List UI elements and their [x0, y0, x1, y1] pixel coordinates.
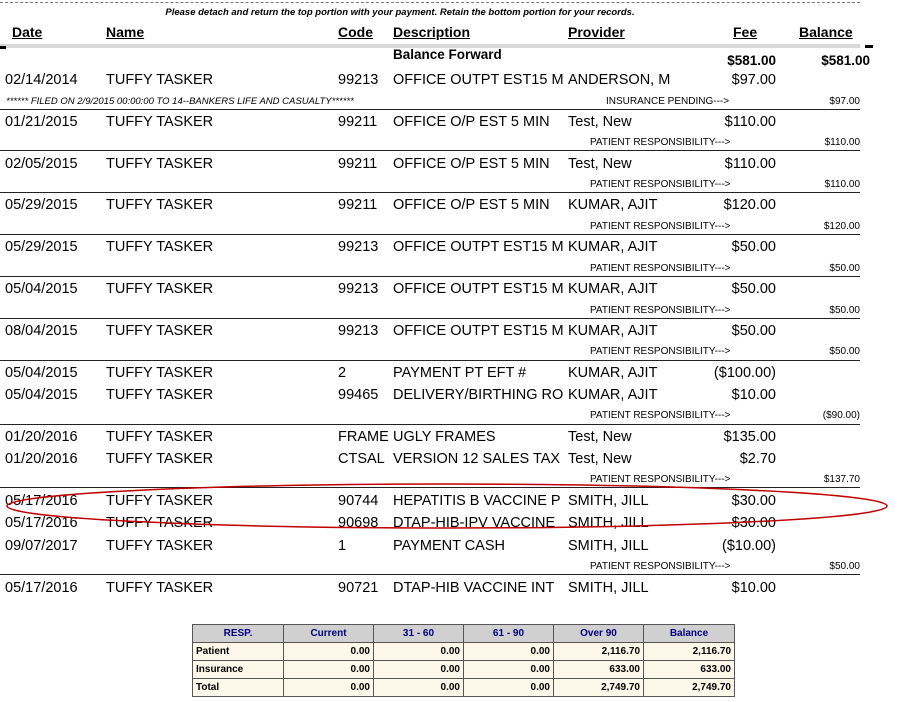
col-balance: Balance: [799, 24, 853, 40]
row-date: 05/17/2016: [5, 493, 78, 509]
detach-notice: Please detach and return the top portion with your payment. Retain the bottom portion for your records.: [165, 7, 635, 18]
balance-forward-balance: $581.00: [821, 53, 870, 68]
row-name: TUFFY TASKER: [106, 281, 214, 297]
row-fee: ($10.00): [721, 538, 776, 554]
col-date: Date: [12, 24, 43, 40]
resp-label: PATIENT RESPONSIBILITY--->: [590, 561, 731, 572]
aging-header: 31 - 60: [374, 625, 464, 643]
aging-61-90: 0.00: [464, 679, 554, 697]
row-divider: [0, 424, 860, 425]
row-description: DTAP-HIB-IPV VACCINE: [393, 515, 556, 531]
row-divider: [0, 574, 860, 575]
col-description: Description: [393, 24, 471, 40]
row-provider: KUMAR, AJIT: [568, 197, 658, 213]
row-description: UGLY FRAMES: [393, 429, 496, 445]
aging-label: Patient: [193, 643, 284, 661]
aging-summary-table: [192, 624, 735, 697]
row-code: 99213: [338, 72, 379, 88]
row-provider: KUMAR, AJIT: [568, 323, 658, 339]
aging-row-patient: [193, 643, 735, 661]
filed-note: ****** FILED ON 2/9/2015 00:00:00 TO 14--BANKERS LIFE AND CASUALTY******: [6, 96, 354, 107]
aging-balance: 633.00: [644, 661, 735, 679]
resp-amount: ($90.00): [822, 410, 860, 421]
row-divider: [0, 150, 860, 151]
balance-forward-label: Balance Forward: [393, 47, 502, 62]
row-name: TUFFY TASKER: [106, 114, 214, 130]
row-fee: $30.00: [731, 493, 776, 509]
row-date: 02/05/2015: [5, 156, 78, 172]
aging-balance: 2,749.70: [644, 679, 735, 697]
row-date: 01/20/2016: [5, 451, 78, 467]
resp-amount: $120.00: [823, 221, 860, 232]
aging-balance: 2,116.70: [644, 643, 735, 661]
row-divider: [0, 276, 860, 277]
row-provider: SMITH, JILL: [568, 493, 649, 509]
row-name: TUFFY TASKER: [106, 515, 214, 531]
row-divider: [0, 360, 860, 361]
row-fee: $10.00: [731, 387, 776, 403]
row-date: 08/04/2015: [5, 323, 78, 339]
resp-label: PATIENT RESPONSIBILITY--->: [590, 137, 731, 148]
row-description: OFFICE O/P EST 5 MIN: [393, 156, 550, 172]
row-name: TUFFY TASKER: [106, 538, 214, 554]
col-fee: Fee: [733, 24, 758, 40]
resp-amount: $97.00: [829, 96, 860, 107]
aging-header-row: [193, 625, 735, 643]
row-code: 99211: [338, 197, 378, 213]
row-description: PAYMENT PT EFT #: [393, 365, 527, 381]
aging-31-60: 0.00: [374, 679, 464, 697]
row-description: OFFICE OUTPT EST15 M: [393, 72, 564, 88]
row-provider: Test, New: [568, 114, 632, 130]
row-description: OFFICE OUTPT EST15 M: [393, 239, 564, 255]
row-fee: $30.00: [731, 515, 776, 531]
row-code: CTSAL: [338, 451, 385, 467]
column-header: [0, 22, 880, 44]
row-provider: SMITH, JILL: [568, 515, 649, 531]
resp-amount: $50.00: [829, 305, 860, 316]
row-name: TUFFY TASKER: [106, 451, 214, 467]
resp-label: PATIENT RESPONSIBILITY--->: [590, 410, 731, 421]
row-code: 99213: [338, 281, 379, 297]
row-name: TUFFY TASKER: [106, 239, 214, 255]
row-date: 05/17/2016: [5, 515, 78, 531]
row-date: 05/29/2015: [5, 239, 78, 255]
row-description: OFFICE O/P EST 5 MIN: [393, 114, 550, 130]
col-name: Name: [106, 24, 145, 40]
row-description: OFFICE OUTPT EST15 M: [393, 281, 564, 297]
aging-header: RESP.: [193, 625, 284, 643]
row-description: DELIVERY/BIRTHING RO: [393, 387, 564, 403]
row-provider: Test, New: [568, 429, 632, 445]
row-date: 05/17/2016: [5, 580, 78, 596]
aging-row-insurance: [193, 661, 735, 679]
row-description: HEPATITIS B VACCINE P: [393, 493, 561, 509]
row-fee: $50.00: [731, 281, 776, 297]
header-tick-right: [865, 45, 873, 48]
resp-label: PATIENT RESPONSIBILITY--->: [590, 221, 731, 232]
row-fee: $10.00: [731, 580, 776, 596]
resp-label: PATIENT RESPONSIBILITY--->: [590, 263, 731, 274]
row-code: 99213: [338, 239, 379, 255]
row-description: OFFICE OUTPT EST15 M: [393, 323, 564, 339]
aging-header: Balance: [644, 625, 735, 643]
row-fee: $50.00: [731, 239, 776, 255]
resp-amount: $50.00: [829, 346, 860, 357]
row-fee: $120.00: [723, 197, 776, 213]
header-tick-left: [0, 46, 6, 49]
row-code: FRAME: [338, 429, 389, 445]
resp-label: INSURANCE PENDING--->: [606, 96, 730, 107]
aging-31-60: 0.00: [374, 661, 464, 679]
row-divider: [0, 318, 860, 319]
row-description: DTAP-HIB VACCINE INT: [393, 580, 555, 596]
highlight-oval: [4, 480, 890, 532]
resp-amount: $110.00: [824, 179, 860, 190]
row-provider: SMITH, JILL: [568, 538, 649, 554]
aging-current: 0.00: [284, 679, 374, 697]
balance-forward-fee: $581.00: [727, 53, 776, 68]
row-fee: $50.00: [731, 323, 776, 339]
col-provider: Provider: [568, 24, 625, 40]
row-provider: KUMAR, AJIT: [568, 239, 658, 255]
row-code: 99465: [338, 387, 379, 403]
row-code: 90721: [338, 580, 379, 596]
row-fee: $2.70: [739, 451, 776, 467]
aging-over-90: 633.00: [554, 661, 644, 679]
aging-label: Insurance: [193, 661, 284, 679]
row-date: 01/21/2015: [5, 114, 78, 130]
row-fee: ($100.00): [713, 365, 776, 381]
aging-header: 61 - 90: [464, 625, 554, 643]
row-date: 01/20/2016: [5, 429, 78, 445]
row-provider: KUMAR, AJIT: [568, 387, 658, 403]
detach-line: [0, 2, 860, 3]
row-divider: [0, 192, 860, 193]
row-provider: Test, New: [568, 156, 632, 172]
aging-over-90: 2,116.70: [554, 643, 644, 661]
aging-61-90: 0.00: [464, 643, 554, 661]
row-divider: [0, 109, 860, 110]
aging-61-90: 0.00: [464, 661, 554, 679]
row-divider: [0, 234, 860, 235]
row-name: TUFFY TASKER: [106, 580, 214, 596]
row-provider: KUMAR, AJIT: [568, 365, 658, 381]
row-provider: KUMAR, AJIT: [568, 281, 658, 297]
row-code: 1: [338, 538, 347, 554]
row-code: 90698: [338, 515, 379, 531]
row-name: TUFFY TASKER: [106, 387, 214, 403]
row-name: TUFFY TASKER: [106, 365, 214, 381]
row-provider: ANDERSON, M: [568, 72, 671, 88]
row-code: 90744: [338, 493, 379, 509]
row-date: 05/04/2015: [5, 281, 78, 297]
resp-label: PATIENT RESPONSIBILITY--->: [590, 346, 731, 357]
row-date: 05/04/2015: [5, 387, 78, 403]
aging-label: Total: [193, 679, 284, 697]
row-fee: $110.00: [724, 114, 776, 130]
row-name: TUFFY TASKER: [106, 156, 214, 172]
resp-amount: $110.00: [824, 137, 860, 148]
row-date: 05/04/2015: [5, 365, 78, 381]
row-date: 09/07/2017: [5, 538, 78, 554]
row-fee: $135.00: [723, 429, 776, 445]
row-provider: SMITH, JILL: [568, 580, 649, 596]
row-fee: $97.00: [731, 72, 776, 88]
resp-label: PATIENT RESPONSIBILITY--->: [590, 179, 731, 190]
row-code: 2: [338, 365, 347, 381]
resp-amount: $50.00: [829, 263, 860, 274]
resp-label: PATIENT RESPONSIBILITY--->: [590, 474, 731, 485]
row-name: TUFFY TASKER: [106, 72, 214, 88]
row-code: 99211: [338, 114, 378, 130]
row-name: TUFFY TASKER: [106, 323, 214, 339]
aging-current: 0.00: [284, 643, 374, 661]
row-description: OFFICE O/P EST 5 MIN: [393, 197, 550, 213]
row-fee: $110.00: [724, 156, 776, 172]
row-code: 99213: [338, 323, 379, 339]
aging-over-90: 2,749.70: [554, 679, 644, 697]
aging-header: Current: [284, 625, 374, 643]
aging-row-total: [193, 679, 735, 697]
row-provider: Test, New: [568, 451, 632, 467]
row-name: TUFFY TASKER: [106, 429, 214, 445]
row-date: 02/14/2014: [5, 72, 78, 88]
resp-label: PATIENT RESPONSIBILITY--->: [590, 305, 731, 316]
resp-amount: $50.00: [829, 561, 860, 572]
row-description: PAYMENT CASH: [393, 538, 505, 554]
row-name: TUFFY TASKER: [106, 197, 214, 213]
row-code: 99211: [338, 156, 378, 172]
aging-31-60: 0.00: [374, 643, 464, 661]
resp-amount: $137.70: [823, 474, 860, 485]
row-name: TUFFY TASKER: [106, 493, 214, 509]
row-description: VERSION 12 SALES TAX: [393, 451, 561, 467]
row-date: 05/29/2015: [5, 197, 78, 213]
aging-header: Over 90: [554, 625, 644, 643]
aging-current: 0.00: [284, 661, 374, 679]
col-code: Code: [338, 24, 373, 40]
